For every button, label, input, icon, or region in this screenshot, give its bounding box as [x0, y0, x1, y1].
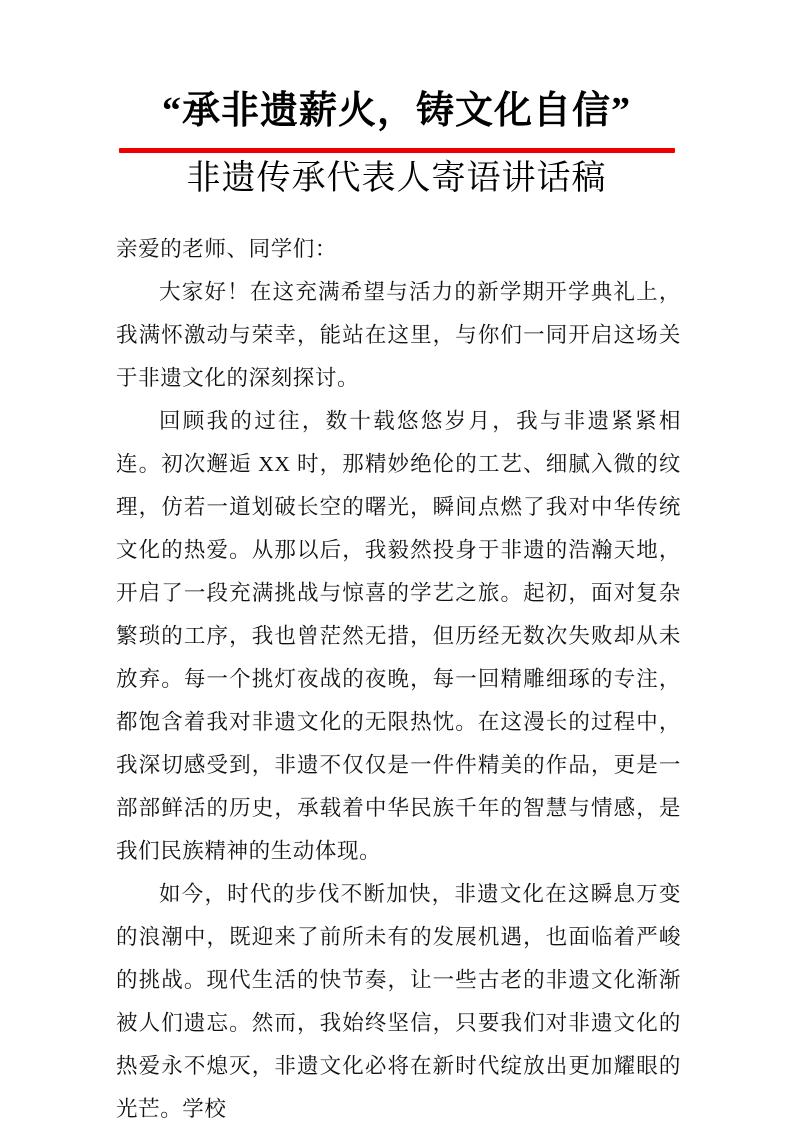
paragraph-present-day: 如今，时代的步伐不断加快，非遗文化在这瞬息万变的浪潮中，既迎来了前所未有的发展机遇，也面临着严峻的挑战。现代生活的快节奏，让一些古老的非遗文化渐渐被人们遗忘。然而，我始终坚信，只要我们对非遗文化的热爱永不熄灭，非遗文化必将在新时代绽放出更加耀眼的光芒。学校: [116, 882, 681, 1121]
paragraph-salutation: 亲爱的老师、同学们：: [116, 237, 338, 261]
paragraph-retrospect: 回顾我的过往，数十载悠悠岁月，我与非遗紧紧相连。初次邂逅 XX 时，那精妙绝伦的工艺、细腻入微的纹理，仿若一道划破长空的曙光，瞬间点燃了我对中华传统文化的热爱。从那以后，我毅然投身于非遗的浩瀚天地，开启了一段充满挑战与惊喜的学艺之旅。起初，面对复杂繁琐的工序，我也曾茫然无措，但历经无数次失败却从未放弃。每一个挑灯夜战的夜晚，每一回精雕细琢的专注，都饱含着我对非遗文化的无限热忱。在这漫长的过程中，我深切感受到，非遗不仅仅是一件件精美的作品，更是一部部鲜活的历史，承载着中华民族千年的智慧与情感，是我们民族精神的生动体现。: [116, 409, 681, 863]
title-divider-rule: [119, 148, 675, 153]
title-block: [0, 86, 793, 202]
document-body: [116, 228, 681, 1122]
page-title: “承非遗薪火，铸文化自信”: [161, 90, 631, 132]
paragraph-greeting: 大家好！在这充满希望与活力的新学期开学典礼上，我满怀激动与荣幸，能站在这里，与你们一同开启这场关于非遗文化的深刻探讨。: [116, 280, 681, 390]
page-subtitle: 非遗传承代表人寄语讲话稿: [186, 160, 607, 197]
